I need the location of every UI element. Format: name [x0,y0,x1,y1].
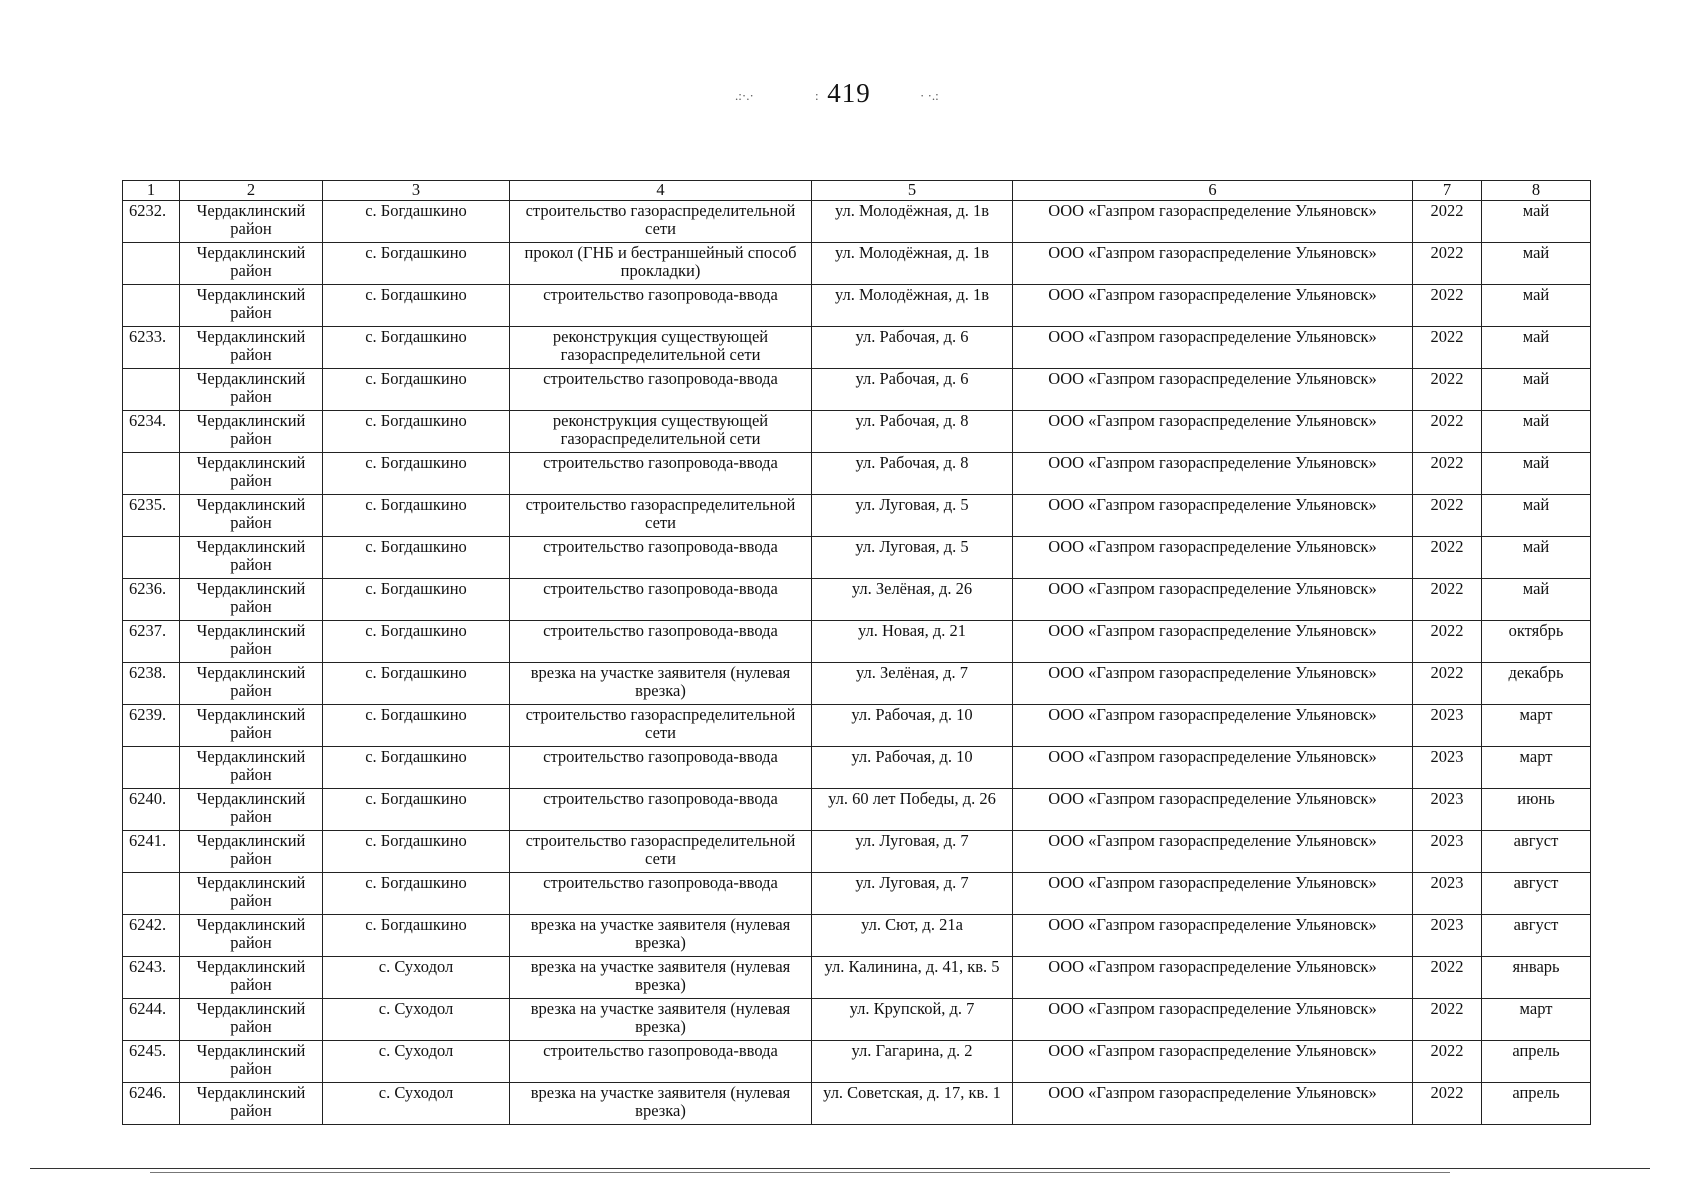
settlement-cell: с. Богдашкино [323,453,510,495]
settlement-cell: с. Богдашкино [323,537,510,579]
work-type-cell: строительство газораспределительной сети [510,831,812,873]
year-cell: 2023 [1413,915,1482,957]
address-cell: ул. Новая, д. 21 [812,621,1013,663]
row-number: 6236. [123,579,180,621]
scan-noise-left: .:·.· [735,88,754,103]
address-cell: ул. Луговая, д. 7 [812,873,1013,915]
table-row [123,369,1591,411]
organization-cell: ООО «Газпром газораспределение Ульяновск» [1013,705,1413,747]
organization-cell: ООО «Газпром газораспределение Ульяновск» [1013,495,1413,537]
district-cell: Чердаклинский район [180,201,323,243]
row-number [123,243,180,285]
settlement-cell: с. Суходол [323,1041,510,1083]
year-cell: 2022 [1413,1083,1482,1125]
col-header-4: 4 [510,181,812,201]
organization-cell: ООО «Газпром газораспределение Ульяновск» [1013,831,1413,873]
settlement-cell: с. Богдашкино [323,579,510,621]
district-cell: Чердаклинский район [180,957,323,999]
year-cell: 2022 [1413,999,1482,1041]
col-header-5: 5 [812,181,1013,201]
settlement-cell: с. Богдашкино [323,915,510,957]
table-row [123,411,1591,453]
table-row [123,957,1591,999]
work-type-cell: реконструкция существующей газораспределительной сети [510,411,812,453]
address-cell: ул. Рабочая, д. 10 [812,747,1013,789]
address-cell: ул. Зелёная, д. 7 [812,663,1013,705]
bottom-rule-secondary [150,1172,1450,1173]
settlement-cell: с. Богдашкино [323,663,510,705]
organization-cell: ООО «Газпром газораспределение Ульяновск» [1013,537,1413,579]
work-type-cell: строительство газораспределительной сети [510,201,812,243]
settlement-cell: с. Богдашкино [323,327,510,369]
month-cell: май [1482,369,1591,411]
organization-cell: ООО «Газпром газораспределение Ульяновск» [1013,285,1413,327]
address-cell: ул. Рабочая, д. 10 [812,705,1013,747]
address-cell: ул. Рабочая, д. 6 [812,369,1013,411]
row-number: 6244. [123,999,180,1041]
year-cell: 2022 [1413,411,1482,453]
settlement-cell: с. Богдашкино [323,873,510,915]
organization-cell: ООО «Газпром газораспределение Ульяновск» [1013,369,1413,411]
address-cell: ул. Молодёжная, д. 1в [812,285,1013,327]
year-cell: 2022 [1413,957,1482,999]
settlement-cell: с. Богдашкино [323,411,510,453]
row-number: 6246. [123,1083,180,1125]
year-cell: 2023 [1413,747,1482,789]
month-cell: август [1482,915,1591,957]
table-row [123,243,1591,285]
work-type-cell: врезка на участке заявителя (нулевая врезка) [510,663,812,705]
row-number [123,453,180,495]
settlement-cell: с. Богдашкино [323,369,510,411]
year-cell: 2022 [1413,201,1482,243]
year-cell: 2022 [1413,579,1482,621]
district-cell: Чердаклинский район [180,579,323,621]
work-type-cell: строительство газопровода-ввода [510,1041,812,1083]
year-cell: 2022 [1413,495,1482,537]
district-cell: Чердаклинский район [180,369,323,411]
organization-cell: ООО «Газпром газораспределение Ульяновск» [1013,873,1413,915]
table-row [123,285,1591,327]
district-cell: Чердаклинский район [180,789,323,831]
table-row [123,831,1591,873]
organization-cell: ООО «Газпром газораспределение Ульяновск» [1013,243,1413,285]
district-cell: Чердаклинский район [180,1083,323,1125]
month-cell: май [1482,495,1591,537]
month-cell: апрель [1482,1041,1591,1083]
address-cell: ул. Луговая, д. 5 [812,495,1013,537]
district-cell: Чердаклинский район [180,243,323,285]
month-cell: март [1482,747,1591,789]
row-number: 6243. [123,957,180,999]
row-number: 6237. [123,621,180,663]
work-type-cell: строительство газопровода-ввода [510,873,812,915]
district-cell: Чердаклинский район [180,1041,323,1083]
month-cell: май [1482,453,1591,495]
table-row [123,327,1591,369]
district-cell: Чердаклинский район [180,285,323,327]
month-cell: май [1482,243,1591,285]
row-number [123,747,180,789]
settlement-cell: с. Богдашкино [323,621,510,663]
col-header-8: 8 [1482,181,1591,201]
address-cell: ул. Калинина, д. 41, кв. 5 [812,957,1013,999]
col-header-1: 1 [123,181,180,201]
organization-cell: ООО «Газпром газораспределение Ульяновск» [1013,663,1413,705]
year-cell: 2022 [1413,243,1482,285]
table-row [123,495,1591,537]
organization-cell: ООО «Газпром газораспределение Ульяновск» [1013,1041,1413,1083]
address-cell: ул. Сют, д. 21а [812,915,1013,957]
address-cell: ул. Крупской, д. 7 [812,999,1013,1041]
row-number: 6234. [123,411,180,453]
header-row [123,181,1591,201]
work-type-cell: врезка на участке заявителя (нулевая врезка) [510,999,812,1041]
month-cell: январь [1482,957,1591,999]
table-row [123,453,1591,495]
year-cell: 2022 [1413,537,1482,579]
work-type-cell: строительство газопровода-ввода [510,579,812,621]
district-cell: Чердаклинский район [180,453,323,495]
address-cell: ул. Рабочая, д. 8 [812,411,1013,453]
address-cell: ул. Зелёная, д. 26 [812,579,1013,621]
table-row [123,705,1591,747]
scan-noise-right: · ·.: [920,88,939,103]
work-type-cell: строительство газораспределительной сети [510,705,812,747]
page-number: 419 [827,78,871,108]
table-row [123,789,1591,831]
settlement-cell: с. Богдашкино [323,201,510,243]
work-type-cell: прокол (ГНБ и бестраншейный способ прокладки) [510,243,812,285]
year-cell: 2023 [1413,873,1482,915]
settlement-cell: с. Богдашкино [323,789,510,831]
district-cell: Чердаклинский район [180,411,323,453]
year-cell: 2022 [1413,369,1482,411]
organization-cell: ООО «Газпром газораспределение Ульяновск» [1013,999,1413,1041]
row-number: 6245. [123,1041,180,1083]
month-cell: май [1482,201,1591,243]
work-type-cell: строительство газопровода-ввода [510,285,812,327]
row-number: 6238. [123,663,180,705]
row-number [123,873,180,915]
register-table [122,180,1591,1125]
work-type-cell: строительство газораспределительной сети [510,495,812,537]
work-type-cell: строительство газопровода-ввода [510,537,812,579]
table-row [123,1083,1591,1125]
organization-cell: ООО «Газпром газораспределение Ульяновск» [1013,201,1413,243]
table-row [123,915,1591,957]
organization-cell: ООО «Газпром газораспределение Ульяновск» [1013,453,1413,495]
organization-cell: ООО «Газпром газораспределение Ульяновск» [1013,957,1413,999]
organization-cell: ООО «Газпром газораспределение Ульяновск» [1013,747,1413,789]
year-cell: 2022 [1413,621,1482,663]
month-cell: август [1482,831,1591,873]
organization-cell: ООО «Газпром газораспределение Ульяновск» [1013,1083,1413,1125]
district-cell: Чердаклинский район [180,873,323,915]
district-cell: Чердаклинский район [180,747,323,789]
row-number: 6233. [123,327,180,369]
address-cell: ул. Рабочая, д. 6 [812,327,1013,369]
work-type-cell: врезка на участке заявителя (нулевая врезка) [510,1083,812,1125]
table-row [123,873,1591,915]
address-cell: ул. Молодёжная, д. 1в [812,201,1013,243]
month-cell: март [1482,705,1591,747]
month-cell: октябрь [1482,621,1591,663]
settlement-cell: с. Суходол [323,999,510,1041]
year-cell: 2022 [1413,453,1482,495]
address-cell: ул. Рабочая, д. 8 [812,453,1013,495]
year-cell: 2022 [1413,327,1482,369]
bottom-rule [30,1168,1650,1169]
month-cell: июнь [1482,789,1591,831]
table-body [123,201,1591,1125]
work-type-cell: реконструкция существующей газораспределительной сети [510,327,812,369]
row-number: 6235. [123,495,180,537]
address-cell: ул. Гагарина, д. 2 [812,1041,1013,1083]
month-cell: апрель [1482,1083,1591,1125]
district-cell: Чердаклинский район [180,621,323,663]
address-cell: ул. Советская, д. 17, кв. 1 [812,1083,1013,1125]
row-number [123,285,180,327]
organization-cell: ООО «Газпром газораспределение Ульяновск» [1013,915,1413,957]
district-cell: Чердаклинский район [180,495,323,537]
work-type-cell: строительство газопровода-ввода [510,747,812,789]
address-cell: ул. Молодёжная, д. 1в [812,243,1013,285]
row-number: 6241. [123,831,180,873]
organization-cell: ООО «Газпром газораспределение Ульяновск» [1013,411,1413,453]
row-number: 6232. [123,201,180,243]
table-row [123,201,1591,243]
year-cell: 2023 [1413,831,1482,873]
work-type-cell: строительство газопровода-ввода [510,453,812,495]
col-header-2: 2 [180,181,323,201]
settlement-cell: с. Богдашкино [323,831,510,873]
work-type-cell: врезка на участке заявителя (нулевая врезка) [510,915,812,957]
organization-cell: ООО «Газпром газораспределение Ульяновск» [1013,789,1413,831]
settlement-cell: с. Богдашкино [323,705,510,747]
year-cell: 2023 [1413,789,1482,831]
month-cell: декабрь [1482,663,1591,705]
year-cell: 2022 [1413,285,1482,327]
table-row [123,621,1591,663]
month-cell: август [1482,873,1591,915]
col-header-7: 7 [1413,181,1482,201]
col-header-3: 3 [323,181,510,201]
district-cell: Чердаклинский район [180,915,323,957]
month-cell: май [1482,327,1591,369]
settlement-cell: с. Суходол [323,957,510,999]
row-number [123,537,180,579]
table-row [123,999,1591,1041]
year-cell: 2022 [1413,663,1482,705]
address-cell: ул. 60 лет Победы, д. 26 [812,789,1013,831]
address-cell: ул. Луговая, д. 5 [812,537,1013,579]
table-row [123,579,1591,621]
work-type-cell: строительство газопровода-ввода [510,789,812,831]
work-type-cell: врезка на участке заявителя (нулевая врезка) [510,957,812,999]
col-header-6: 6 [1013,181,1413,201]
district-cell: Чердаклинский район [180,831,323,873]
month-cell: май [1482,411,1591,453]
year-cell: 2023 [1413,705,1482,747]
row-number: 6239. [123,705,180,747]
row-number [123,369,180,411]
year-cell: 2022 [1413,1041,1482,1083]
district-cell: Чердаклинский район [180,705,323,747]
month-cell: май [1482,285,1591,327]
month-cell: май [1482,537,1591,579]
district-cell: Чердаклинский район [180,999,323,1041]
month-cell: май [1482,579,1591,621]
settlement-cell: с. Богдашкино [323,243,510,285]
district-cell: Чердаклинский район [180,327,323,369]
table-row [123,537,1591,579]
organization-cell: ООО «Газпром газораспределение Ульяновск» [1013,621,1413,663]
table-row [123,663,1591,705]
organization-cell: ООО «Газпром газораспределение Ульяновск» [1013,327,1413,369]
table-row [123,1041,1591,1083]
settlement-cell: с. Богдашкино [323,495,510,537]
settlement-cell: с. Богдашкино [323,285,510,327]
district-cell: Чердаклинский район [180,663,323,705]
work-type-cell: строительство газопровода-ввода [510,621,812,663]
month-cell: март [1482,999,1591,1041]
row-number: 6240. [123,789,180,831]
table-row [123,747,1591,789]
scan-noise-mid: : [815,88,819,103]
settlement-cell: с. Суходол [323,1083,510,1125]
address-cell: ул. Луговая, д. 7 [812,831,1013,873]
settlement-cell: с. Богдашкино [323,747,510,789]
organization-cell: ООО «Газпром газораспределение Ульяновск» [1013,579,1413,621]
district-cell: Чердаклинский район [180,537,323,579]
row-number: 6242. [123,915,180,957]
work-type-cell: строительство газопровода-ввода [510,369,812,411]
